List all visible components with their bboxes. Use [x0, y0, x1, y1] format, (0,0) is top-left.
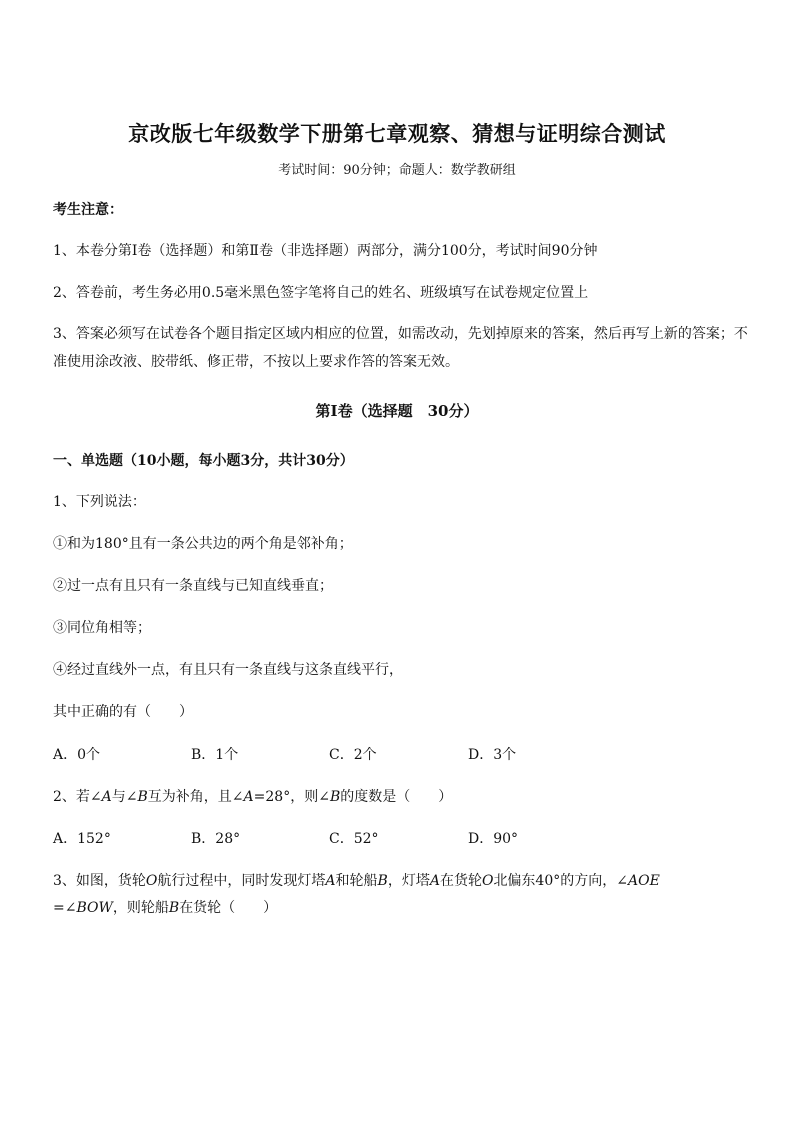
- q2-text: 与∠: [111, 789, 138, 805]
- q2-option-c[interactable]: C．52°: [329, 831, 379, 847]
- q1-statement-2: ②过一点有且只有一条直线与已知直线垂直；: [53, 578, 333, 594]
- q3-var: A: [325, 873, 336, 889]
- q1-ask: 其中正确的有（ ）: [53, 704, 193, 720]
- q3-var: O: [481, 873, 494, 889]
- q3-var: B: [377, 873, 388, 889]
- q2-text: =28°，则∠: [253, 789, 330, 805]
- q2-option-b[interactable]: B．28°: [191, 831, 241, 847]
- q1-statement-3: ③同位角相等；: [53, 620, 151, 636]
- q3-text: =∠: [53, 900, 77, 916]
- q2-option-a[interactable]: A．152°: [53, 831, 111, 847]
- q2-var: A: [243, 789, 254, 805]
- q1-option-a[interactable]: A．0个: [53, 747, 101, 763]
- q3-text: ，则轮船: [112, 900, 169, 916]
- q2-stem: [53, 787, 753, 807]
- q3-var: AOE: [627, 873, 660, 889]
- q2-text: 互为补角，且∠: [147, 789, 244, 805]
- notice-heading: 考生注意：: [53, 202, 123, 218]
- q3-var: O: [145, 873, 158, 889]
- q3-var: A: [429, 873, 440, 889]
- q3-var: BOW: [76, 900, 113, 916]
- page-title: 京改版七年级数学下册第七章观察、猜想与证明综合测试: [128, 121, 666, 146]
- part-heading: 一、单选题（10小题，每小题3分，共计30分）: [53, 453, 354, 469]
- q2-text: 的度数是（ ）: [340, 789, 453, 805]
- q3-stem-line-1: [53, 871, 753, 891]
- q2-var: B: [137, 789, 148, 805]
- q3-text: 北偏东40°的方向，∠: [493, 873, 628, 889]
- notice-item-2: 2、答卷前，考生务必用0.5毫米黑色签字笔将自己的姓名、班级填写在试卷规定位置上: [53, 285, 589, 301]
- q2-var: B: [329, 789, 341, 805]
- q3-text: 在货轮（ ）: [179, 900, 278, 916]
- q1-option-c[interactable]: C．2个: [329, 747, 377, 763]
- q3-text: 和轮船: [335, 873, 378, 889]
- q3-text: ，灯塔: [387, 873, 430, 889]
- section-title: 第Ⅰ卷（选择题 30分）: [315, 402, 479, 420]
- q1-statement-4: ④经过直线外一点，有且只有一条直线与这条直线平行，: [53, 662, 403, 678]
- notice-item-1: 1、本卷分第Ⅰ卷（选择题）和第Ⅱ卷（非选择题）两部分，满分100分，考试时间90分钟: [53, 243, 598, 259]
- q3-text: 3、如图，货轮: [53, 873, 146, 889]
- q3-text: 航行过程中，同时发现灯塔: [157, 873, 326, 889]
- q1-stem: 1、下列说法：: [53, 494, 146, 510]
- q2-var: A: [101, 789, 112, 805]
- q3-text: 在货轮: [439, 873, 482, 889]
- q1-statement-1: ①和为180°且有一条公共边的两个角是邻补角；: [53, 536, 353, 552]
- q2-text: 2、若∠: [53, 789, 102, 805]
- q2-option-d[interactable]: D．90°: [468, 831, 519, 847]
- notice-item-3: 3、答案必须写在试卷各个题目指定区域内相应的位置，如需改动，先划掉原来的答案，然后再写上新的答案；不准使用涂改液、胶带纸、修正带，不按以上要求作答的答案无效。: [53, 326, 748, 370]
- exam-info: 考试时间：90分钟；命题人：数学教研组: [278, 163, 516, 178]
- q3-stem-line-2: [53, 898, 753, 918]
- q1-option-d[interactable]: D．3个: [468, 747, 517, 763]
- q3-var: B: [168, 900, 180, 916]
- q1-option-b[interactable]: B．1个: [191, 747, 239, 763]
